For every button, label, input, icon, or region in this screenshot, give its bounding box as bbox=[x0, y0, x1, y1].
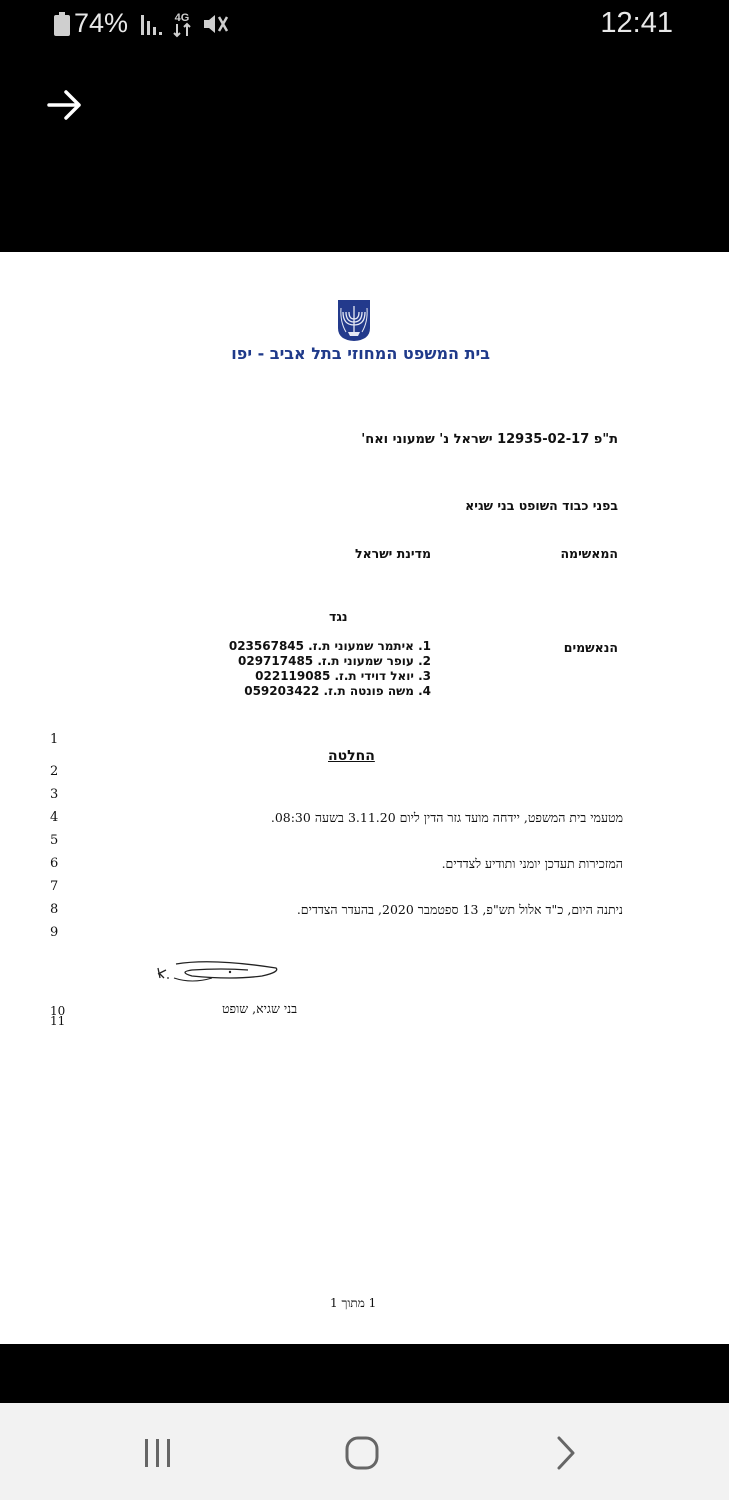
decision-line-4: מטעמי בית המשפט, יידחה מועד גזר הדין ליום 3.11.20 בשעה 08:30. bbox=[270, 810, 623, 825]
line-number: 3 bbox=[50, 787, 59, 802]
line-number: 7 bbox=[50, 879, 59, 894]
judge-signature-name: בני שגיא, שופט bbox=[222, 1001, 298, 1016]
document-page bbox=[0, 252, 729, 1344]
status-bar bbox=[0, 0, 729, 50]
judge-line: בפני כבוד השופט בני שגיא bbox=[465, 498, 618, 513]
decision-line-8: ניתנה היום, כ"ד אלול תש"פ, 13 ספטמבר 2020, בהעדר הצדדים. bbox=[296, 902, 623, 917]
recent-apps-icon[interactable] bbox=[136, 1431, 180, 1475]
prosecutor-name: מדינת ישראל bbox=[355, 546, 431, 561]
page-footer: 1 מתוך 1 bbox=[330, 1296, 377, 1310]
back-icon[interactable] bbox=[545, 1431, 589, 1475]
arrow-right-icon[interactable] bbox=[46, 87, 84, 123]
battery-percentage: 74% bbox=[74, 8, 129, 38]
navigation-bar bbox=[0, 1403, 729, 1500]
state-emblem-icon bbox=[336, 298, 372, 342]
decision-line-6: המזכירות תעדכן יומני ותודיע לצדדים. bbox=[441, 856, 623, 871]
handwritten-signature bbox=[152, 954, 286, 986]
case-title: ת"פ 12935-02-17 ישראל נ' שמעוני ואח' bbox=[361, 432, 618, 447]
line-number: 10 bbox=[50, 1004, 66, 1018]
line-number: 1 bbox=[50, 732, 59, 747]
defendant-item: 1. איתמר שמעוני ת.ז. 023567845 bbox=[228, 639, 431, 653]
defendants-list bbox=[229, 639, 431, 699]
clock: 12:41 bbox=[600, 7, 673, 39]
line-number: 6 bbox=[50, 856, 59, 871]
defendant-item: 3. יואל דוידי ת.ז. 022119085 bbox=[255, 669, 431, 683]
prosecutor-role: המאשימה bbox=[560, 546, 618, 561]
court-name: בית המשפט המחוזי בתל אביב - יפו bbox=[231, 344, 490, 363]
versus-label: נגד bbox=[329, 609, 348, 624]
network-label: 4G bbox=[174, 12, 190, 24]
defendant-item: 2. עופר שמעוני ת.ז. 029717485 bbox=[238, 654, 431, 668]
line-number: 5 bbox=[50, 833, 59, 848]
network-4g-icon bbox=[171, 10, 193, 38]
line-number: 8 bbox=[50, 902, 59, 917]
defendants-role: הנאשמים bbox=[563, 640, 618, 655]
line-number: 9 bbox=[50, 925, 59, 940]
home-icon[interactable] bbox=[340, 1431, 384, 1475]
defendant-item: 4. משה פונטה ת.ז. 059203422 bbox=[244, 684, 431, 698]
line-number: 11 bbox=[50, 1014, 66, 1028]
line-number: 4 bbox=[50, 810, 59, 825]
signal-icon bbox=[140, 13, 164, 35]
mute-icon bbox=[202, 12, 230, 36]
decision-heading: החלטה bbox=[328, 748, 375, 764]
line-number: 2 bbox=[50, 764, 59, 779]
battery-icon bbox=[54, 12, 70, 36]
